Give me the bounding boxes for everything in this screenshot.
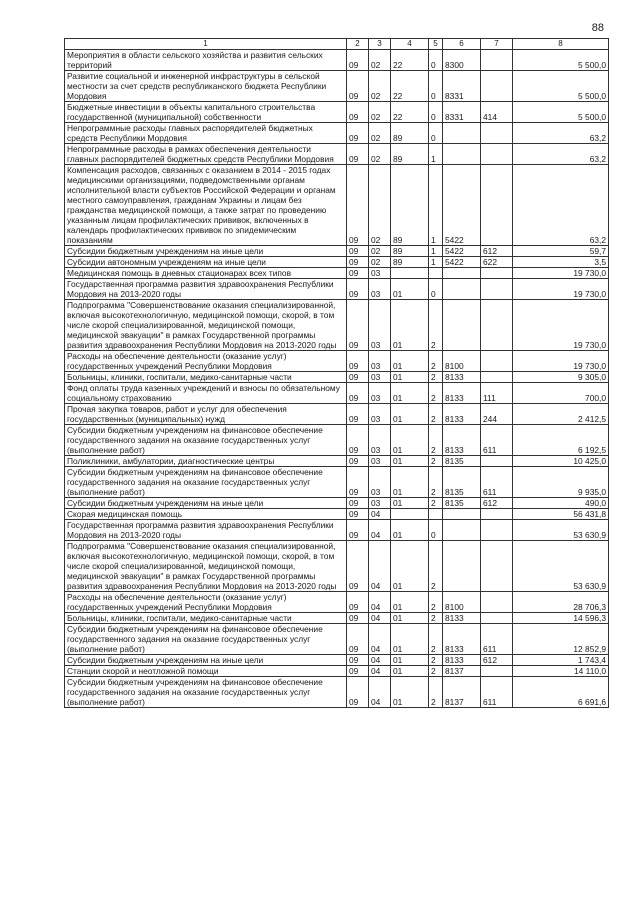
header-cell: 2	[347, 39, 369, 50]
code-section: 09	[347, 279, 369, 300]
item-name: Подпрограмма "Совершенствование оказания специализированной, включая высокотехнологичную, медицинской помощи, скорой, в том числе скорой специализированной, медицинской помощи, медицинской эвакуации" в рамках Государственной программы развития здравоохранения Республики Мордовия на 2013-2020 годы	[65, 541, 347, 592]
code-expense-type	[481, 268, 513, 279]
code-section: 09	[347, 71, 369, 102]
item-name: Субсидии бюджетным учреждениям на иные цели	[65, 498, 347, 509]
code-expense-type	[481, 520, 513, 541]
table-row	[65, 666, 609, 677]
code-subprogram: 0	[429, 102, 443, 123]
code-subsection: 02	[369, 257, 391, 268]
code-direction	[443, 520, 481, 541]
amount: 14 596,3	[513, 613, 609, 624]
code-subprogram: 2	[429, 425, 443, 456]
code-direction: 8300	[443, 50, 481, 71]
code-program: 22	[391, 71, 429, 102]
code-subprogram: 2	[429, 404, 443, 425]
code-section: 09	[347, 102, 369, 123]
amount: 59,7	[513, 246, 609, 257]
code-expense-type	[481, 71, 513, 102]
code-direction: 8133	[443, 624, 481, 655]
item-name: Подпрограмма "Совершенствование оказания специализированной, включая высокотехнологичную, медицинской помощи, скорой, в том числе скорой специализированной, медицинской помощи, медицинской эвакуации" в рамках Государственной программы развития здравоохранения Республики Мордовия на 2013-2020 годы	[65, 300, 347, 351]
amount: 700,0	[513, 383, 609, 404]
table-row	[65, 425, 609, 456]
item-name: Расходы на обеспечение деятельности (оказание услуг) государственных учреждений Республики Мордовия	[65, 351, 347, 372]
code-subsection: 03	[369, 383, 391, 404]
code-direction: 8133	[443, 372, 481, 383]
code-expense-type: 244	[481, 404, 513, 425]
code-subprogram: 2	[429, 592, 443, 613]
table-row	[65, 509, 609, 520]
table-row	[65, 165, 609, 246]
code-subsection: 03	[369, 467, 391, 498]
table-row	[65, 655, 609, 666]
amount: 10 425,0	[513, 456, 609, 467]
table-row	[65, 677, 609, 708]
table-row	[65, 144, 609, 165]
code-subsection: 03	[369, 425, 391, 456]
amount: 63,2	[513, 123, 609, 144]
code-program: 22	[391, 102, 429, 123]
code-subprogram: 1	[429, 144, 443, 165]
code-subsection: 03	[369, 268, 391, 279]
code-subprogram: 2	[429, 666, 443, 677]
amount: 5 500,0	[513, 71, 609, 102]
code-subprogram: 2	[429, 624, 443, 655]
code-subsection: 03	[369, 498, 391, 509]
code-program: 01	[391, 372, 429, 383]
code-direction: 5422	[443, 246, 481, 257]
code-direction	[443, 123, 481, 144]
code-subsection: 03	[369, 279, 391, 300]
item-name: Государственная программа развития здравоохранения Республики Мордовия на 2013-2020 годы	[65, 279, 347, 300]
code-subprogram: 0	[429, 123, 443, 144]
amount: 5 500,0	[513, 50, 609, 71]
item-name: Прочая закупка товаров, работ и услуг для обеспечения государственных (муниципальных) нужд	[65, 404, 347, 425]
item-name: Больницы, клиники, госпитали, медико-санитарные части	[65, 613, 347, 624]
code-subprogram: 0	[429, 50, 443, 71]
code-program: 01	[391, 624, 429, 655]
item-name: Фонд оплаты труда казенных учреждений и взносы по обязательному социальному страхованию	[65, 383, 347, 404]
amount: 63,2	[513, 144, 609, 165]
code-expense-type: 612	[481, 246, 513, 257]
code-section: 09	[347, 613, 369, 624]
code-section: 09	[347, 520, 369, 541]
code-subsection: 03	[369, 300, 391, 351]
code-subsection: 04	[369, 520, 391, 541]
item-name: Расходы на обеспечение деятельности (оказание услуг) государственных учреждений Республики Мордовия	[65, 592, 347, 613]
table-row	[65, 50, 609, 71]
code-section: 09	[347, 144, 369, 165]
code-subsection: 04	[369, 677, 391, 708]
header-row	[65, 39, 609, 50]
code-expense-type: 611	[481, 425, 513, 456]
code-expense-type	[481, 372, 513, 383]
code-program: 01	[391, 613, 429, 624]
code-section: 09	[347, 655, 369, 666]
item-name: Субсидии бюджетным учреждениям на финансовое обеспечение государственного задания на оказание государственных услуг (выполнение работ)	[65, 425, 347, 456]
amount: 9 305,0	[513, 372, 609, 383]
header-cell: 4	[391, 39, 429, 50]
code-program: 01	[391, 425, 429, 456]
header-cell: 7	[481, 39, 513, 50]
code-program: 01	[391, 655, 429, 666]
code-subprogram: 2	[429, 300, 443, 351]
code-section: 09	[347, 257, 369, 268]
header-cell: 8	[513, 39, 609, 50]
amount: 19 730,0	[513, 300, 609, 351]
header-cell: 1	[65, 39, 347, 50]
table-row	[65, 520, 609, 541]
code-section: 09	[347, 372, 369, 383]
code-direction: 5422	[443, 165, 481, 246]
code-direction: 8100	[443, 592, 481, 613]
code-subprogram: 0	[429, 71, 443, 102]
code-subprogram: 2	[429, 467, 443, 498]
code-program: 89	[391, 246, 429, 257]
code-program: 01	[391, 383, 429, 404]
code-program: 89	[391, 123, 429, 144]
table-row	[65, 624, 609, 655]
code-subsection: 04	[369, 541, 391, 592]
item-name: Субсидии бюджетным учреждениям на иные цели	[65, 246, 347, 257]
table-body	[65, 50, 609, 708]
table-row	[65, 246, 609, 257]
code-program: 89	[391, 257, 429, 268]
code-subprogram: 0	[429, 520, 443, 541]
table-row	[65, 102, 609, 123]
code-direction: 8137	[443, 677, 481, 708]
code-expense-type: 611	[481, 467, 513, 498]
code-subprogram	[429, 509, 443, 520]
code-expense-type	[481, 144, 513, 165]
code-direction	[443, 144, 481, 165]
code-subsection: 03	[369, 456, 391, 467]
code-program: 22	[391, 50, 429, 71]
code-expense-type: 414	[481, 102, 513, 123]
code-subsection: 04	[369, 655, 391, 666]
code-expense-type: 622	[481, 257, 513, 268]
code-subsection: 02	[369, 165, 391, 246]
table-row	[65, 383, 609, 404]
item-name: Бюджетные инвестиции в объекты капитального строительства государственной (муниципальной) собственности	[65, 102, 347, 123]
code-program: 01	[391, 520, 429, 541]
code-section: 09	[347, 456, 369, 467]
code-subsection: 02	[369, 123, 391, 144]
table-row	[65, 71, 609, 102]
code-expense-type	[481, 541, 513, 592]
amount: 5 500,0	[513, 102, 609, 123]
code-expense-type	[481, 509, 513, 520]
amount: 2 412,5	[513, 404, 609, 425]
code-program: 01	[391, 677, 429, 708]
code-program: 01	[391, 592, 429, 613]
code-program: 89	[391, 165, 429, 246]
code-program: 89	[391, 144, 429, 165]
code-direction	[443, 279, 481, 300]
table-row	[65, 279, 609, 300]
amount: 6 691,6	[513, 677, 609, 708]
item-name: Поликлиники, амбулатории, диагностические центры	[65, 456, 347, 467]
code-direction	[443, 509, 481, 520]
table-row	[65, 257, 609, 268]
code-subprogram: 2	[429, 541, 443, 592]
code-subprogram: 1	[429, 246, 443, 257]
item-name: Субсидии бюджетным учреждениям на финансовое обеспечение государственного задания на оказание государственных услуг (выполнение работ)	[65, 467, 347, 498]
amount: 490,0	[513, 498, 609, 509]
code-subsection: 03	[369, 372, 391, 383]
code-expense-type	[481, 300, 513, 351]
code-direction: 8331	[443, 71, 481, 102]
table-row	[65, 123, 609, 144]
item-name: Мероприятия в области сельского хозяйства и развития сельских территорий	[65, 50, 347, 71]
amount: 12 852,9	[513, 624, 609, 655]
amount: 56 431,8	[513, 509, 609, 520]
code-expense-type	[481, 165, 513, 246]
code-subsection: 04	[369, 592, 391, 613]
table-row	[65, 456, 609, 467]
code-subprogram: 2	[429, 383, 443, 404]
code-program: 01	[391, 351, 429, 372]
code-section: 09	[347, 498, 369, 509]
code-program	[391, 509, 429, 520]
item-name: Непрограммные расходы главных распорядителей бюджетных средств Республики Мордовия	[65, 123, 347, 144]
code-section: 09	[347, 246, 369, 257]
code-subsection: 04	[369, 613, 391, 624]
code-expense-type: 611	[481, 624, 513, 655]
code-expense-type	[481, 592, 513, 613]
code-expense-type	[481, 613, 513, 624]
code-section: 09	[347, 300, 369, 351]
code-expense-type	[481, 50, 513, 71]
amount: 53 630,9	[513, 541, 609, 592]
table-row	[65, 467, 609, 498]
item-name: Станции скорой и неотложной помощи	[65, 666, 347, 677]
code-direction: 8135	[443, 467, 481, 498]
budget-table	[64, 38, 609, 708]
amount: 6 192,5	[513, 425, 609, 456]
code-subprogram: 2	[429, 351, 443, 372]
code-section: 09	[347, 50, 369, 71]
item-name: Субсидии бюджетным учреждениям на финансовое обеспечение государственного задания на оказание государственных услуг (выполнение работ)	[65, 677, 347, 708]
item-name: Больницы, клиники, госпитали, медико-санитарные части	[65, 372, 347, 383]
code-program: 01	[391, 300, 429, 351]
amount: 14 110,0	[513, 666, 609, 677]
amount: 53 630,9	[513, 520, 609, 541]
code-subsection: 02	[369, 71, 391, 102]
table-row	[65, 268, 609, 279]
code-direction: 8135	[443, 498, 481, 509]
code-expense-type	[481, 351, 513, 372]
code-subprogram: 2	[429, 613, 443, 624]
code-subsection: 03	[369, 404, 391, 425]
table-row	[65, 498, 609, 509]
code-subsection: 03	[369, 351, 391, 372]
table-row	[65, 613, 609, 624]
code-section: 09	[347, 351, 369, 372]
item-name: Непрограммные расходы в рамках обеспечения деятельности главных распорядителей бюджетных средств Республики Мордовия	[65, 144, 347, 165]
code-subsection: 04	[369, 624, 391, 655]
header-cell: 3	[369, 39, 391, 50]
code-program: 01	[391, 279, 429, 300]
code-section: 09	[347, 624, 369, 655]
code-subsection: 02	[369, 50, 391, 71]
code-program: 01	[391, 666, 429, 677]
code-section: 09	[347, 404, 369, 425]
code-subsection: 04	[369, 666, 391, 677]
code-subprogram: 1	[429, 257, 443, 268]
page-number: 88	[591, 22, 604, 34]
code-subsection: 02	[369, 102, 391, 123]
code-subprogram	[429, 268, 443, 279]
table-row	[65, 592, 609, 613]
code-expense-type	[481, 279, 513, 300]
code-expense-type	[481, 123, 513, 144]
code-subprogram: 1	[429, 165, 443, 246]
header-cell: 6	[443, 39, 481, 50]
code-expense-type: 111	[481, 383, 513, 404]
code-direction: 8135	[443, 456, 481, 467]
item-name: Субсидии бюджетным учреждениям на финансовое обеспечение государственного задания на оказание государственных услуг (выполнение работ)	[65, 624, 347, 655]
code-subprogram: 2	[429, 372, 443, 383]
code-subprogram: 2	[429, 677, 443, 708]
amount: 19 730,0	[513, 268, 609, 279]
code-section: 09	[347, 677, 369, 708]
code-direction: 8100	[443, 351, 481, 372]
code-subsection: 02	[369, 144, 391, 165]
table-row	[65, 351, 609, 372]
amount: 63,2	[513, 165, 609, 246]
code-section: 09	[347, 383, 369, 404]
item-name: Скорая медицинская помощь	[65, 509, 347, 520]
code-program: 01	[391, 456, 429, 467]
amount: 28 706,3	[513, 592, 609, 613]
amount: 9 935,0	[513, 467, 609, 498]
code-direction: 8133	[443, 404, 481, 425]
code-direction	[443, 541, 481, 592]
code-direction: 8133	[443, 425, 481, 456]
code-section: 09	[347, 509, 369, 520]
code-section: 09	[347, 467, 369, 498]
code-direction	[443, 300, 481, 351]
code-section: 09	[347, 592, 369, 613]
code-section: 09	[347, 165, 369, 246]
item-name: Медицинская помощь в дневных стационарах всех типов	[65, 268, 347, 279]
code-program: 01	[391, 404, 429, 425]
code-subprogram: 2	[429, 456, 443, 467]
code-direction: 8137	[443, 666, 481, 677]
item-name: Субсидии автономным учреждениям на иные цели	[65, 257, 347, 268]
item-name: Компенсация расходов, связанных с оказанием в 2014 - 2015 годах медицинскими организациями, подведомственными органам исполнительной власти субъектов Российской Федерации и органам местного самоуправления, гражданам Украины и лицам без гражданства медицинской помощи, а также затрат по проведению указанным лицам профилактических прививок, включенных в календарь профилактических прививок по эпидемическим показаниям	[65, 165, 347, 246]
code-direction: 8133	[443, 655, 481, 666]
table-row	[65, 372, 609, 383]
code-program: 01	[391, 541, 429, 592]
header-cell: 5	[429, 39, 443, 50]
code-direction: 5422	[443, 257, 481, 268]
code-program: 01	[391, 498, 429, 509]
code-section: 09	[347, 268, 369, 279]
amount: 3,5	[513, 257, 609, 268]
amount: 19 730,0	[513, 279, 609, 300]
code-expense-type: 612	[481, 655, 513, 666]
code-subsection: 04	[369, 509, 391, 520]
code-expense-type	[481, 456, 513, 467]
code-program	[391, 268, 429, 279]
table-row	[65, 541, 609, 592]
code-section: 09	[347, 123, 369, 144]
code-subprogram: 0	[429, 279, 443, 300]
code-expense-type	[481, 666, 513, 677]
table-row	[65, 404, 609, 425]
code-subprogram: 2	[429, 498, 443, 509]
code-expense-type: 612	[481, 498, 513, 509]
code-direction	[443, 268, 481, 279]
amount: 19 730,0	[513, 351, 609, 372]
amount: 1 743,4	[513, 655, 609, 666]
code-section: 09	[347, 666, 369, 677]
code-subsection: 02	[369, 246, 391, 257]
code-expense-type: 611	[481, 677, 513, 708]
item-name: Развитие социальной и инженерной инфраструктуры в сельской местности за счет средств республиканского бюджета Республики Мордовия	[65, 71, 347, 102]
code-direction: 8133	[443, 383, 481, 404]
code-section: 09	[347, 541, 369, 592]
table-row	[65, 300, 609, 351]
code-section: 09	[347, 425, 369, 456]
code-program: 01	[391, 467, 429, 498]
item-name: Субсидии бюджетным учреждениям на иные цели	[65, 655, 347, 666]
code-direction: 8133	[443, 613, 481, 624]
code-direction: 8331	[443, 102, 481, 123]
item-name: Государственная программа развития здравоохранения Республики Мордовия на 2013-2020 годы	[65, 520, 347, 541]
code-subprogram: 2	[429, 655, 443, 666]
